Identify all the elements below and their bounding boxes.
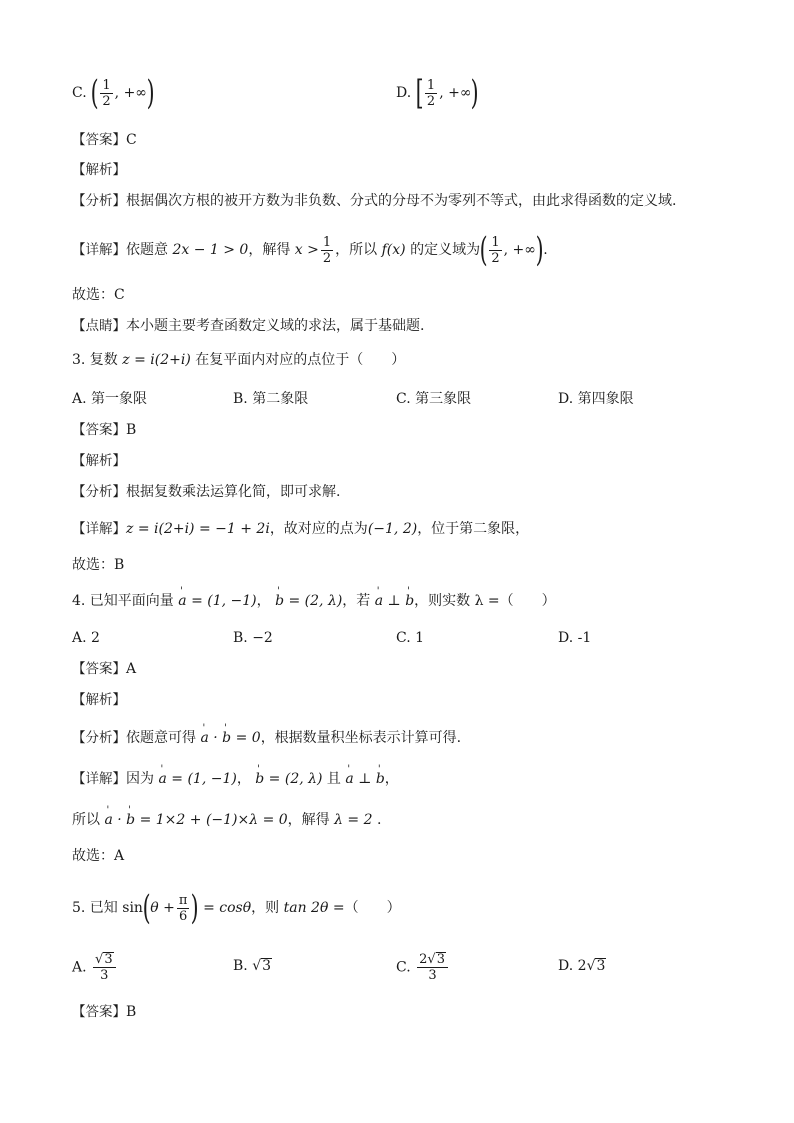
q4-choice: 故选：A xyxy=(72,848,125,864)
q5-stem: 5. 已知 sin(θ + $\frac{\pi}{6}$ ) = cosθ，则 tan 2θ =（ ） xyxy=(72,888,401,928)
q4-option-a: A. 2 xyxy=(72,630,100,646)
fraction: $\frac{1}{2}$ xyxy=(322,234,332,266)
q3-stem: 3. 复数 z = i(2+i) 在复平面内对应的点位于（ ） xyxy=(72,352,406,368)
fraction: $\frac{\pi}{6}$ xyxy=(178,892,188,924)
fraction: $\frac{1}{2}$ xyxy=(491,234,500,266)
q2-comment: 【点睛】本小题主要考查函数定义域的求法，属于基础题. xyxy=(72,318,425,334)
q4-option-d: D. -1 xyxy=(558,630,592,646)
q2-detail: 【详解】依题意 2x − 1 > 0，解得 x > $\frac{1}{2}$ ，所以 f(x) 的定义域为( $\frac{1}{2}$ , +∞). xyxy=(72,230,548,270)
q3-choice: 故选：B xyxy=(72,557,125,573)
q4-analysis-heading: 【解析】 xyxy=(72,692,126,708)
q3-option-a: A. 第一象限 xyxy=(72,391,148,407)
fraction: $\frac{1}{2}$ xyxy=(102,77,111,109)
q4-option-b: B. −2 xyxy=(233,630,273,646)
q2-analysis-heading: 【解析】 xyxy=(72,162,126,178)
q4-stem: 4. 已知平面向量 ' a = (1, −1)， ' b = (2, λ)，若 ' a ⊥ ' b，则实数 λ =（ ） xyxy=(72,591,734,611)
fraction: $\frac{1}{2}$ xyxy=(426,77,436,109)
q2-fenxi: 【分析】根据偶次方根的被开方数为非负数、分式的分母不为零列不等式，由此求得函数的定义域. xyxy=(72,193,677,209)
q4-answer: 【答案】A xyxy=(72,661,137,677)
q2-answer: 【答案】C xyxy=(72,132,137,148)
q4-detail: 【详解】因为 ' a = (1, −1)， ' b = (2, λ) 且 ' a ⊥ ' b， xyxy=(72,769,734,789)
q5-option-d: D. 2√3 xyxy=(558,958,606,974)
q2-option-d: D. [ $\frac{1}{2}$ , +∞) xyxy=(396,73,480,113)
q3-detail: 【详解】z = i(2+i) = −1 + 2i，故对应的点为(−1, 2)，位于第二象限， xyxy=(72,521,530,537)
q4-fenxi: 【分析】依题意可得 ' a · ' b = 0，根据数量积坐标表示计算可得. xyxy=(72,728,734,748)
q3-answer: 【答案】B xyxy=(72,422,137,438)
q2-option-c: C. ( $\frac{1}{2}$ , +∞) xyxy=(72,73,155,113)
fraction: $\frac{2√3}{3}$ xyxy=(417,952,448,983)
q4-option-c: C. 1 xyxy=(396,630,425,646)
q5-answer: 【答案】B xyxy=(72,1004,137,1020)
q3-fenxi: 【分析】根据复数乘法运算化简，即可求解. xyxy=(72,484,341,500)
q3-option-b: B. 第二象限 xyxy=(233,391,309,407)
q2-choice: 故选：C xyxy=(72,287,125,303)
q5-option-b: B. √3 xyxy=(233,958,272,974)
q5-option-a: A. $\frac{√3}{3}$ xyxy=(72,952,118,983)
fraction: $\frac{√3}{3}$ xyxy=(93,952,116,983)
q3-option-d: D. 第四象限 xyxy=(558,391,634,407)
q5-option-c: C. $\frac{2√3}{3}$ xyxy=(396,952,450,983)
q3-option-c: C. 第三象限 xyxy=(396,391,472,407)
q3-analysis-heading: 【解析】 xyxy=(72,453,126,469)
q4-calc: 所以 ' a · ' b = 1×2 + (−1)×λ = 0，解得 λ = 2 . xyxy=(72,810,734,830)
